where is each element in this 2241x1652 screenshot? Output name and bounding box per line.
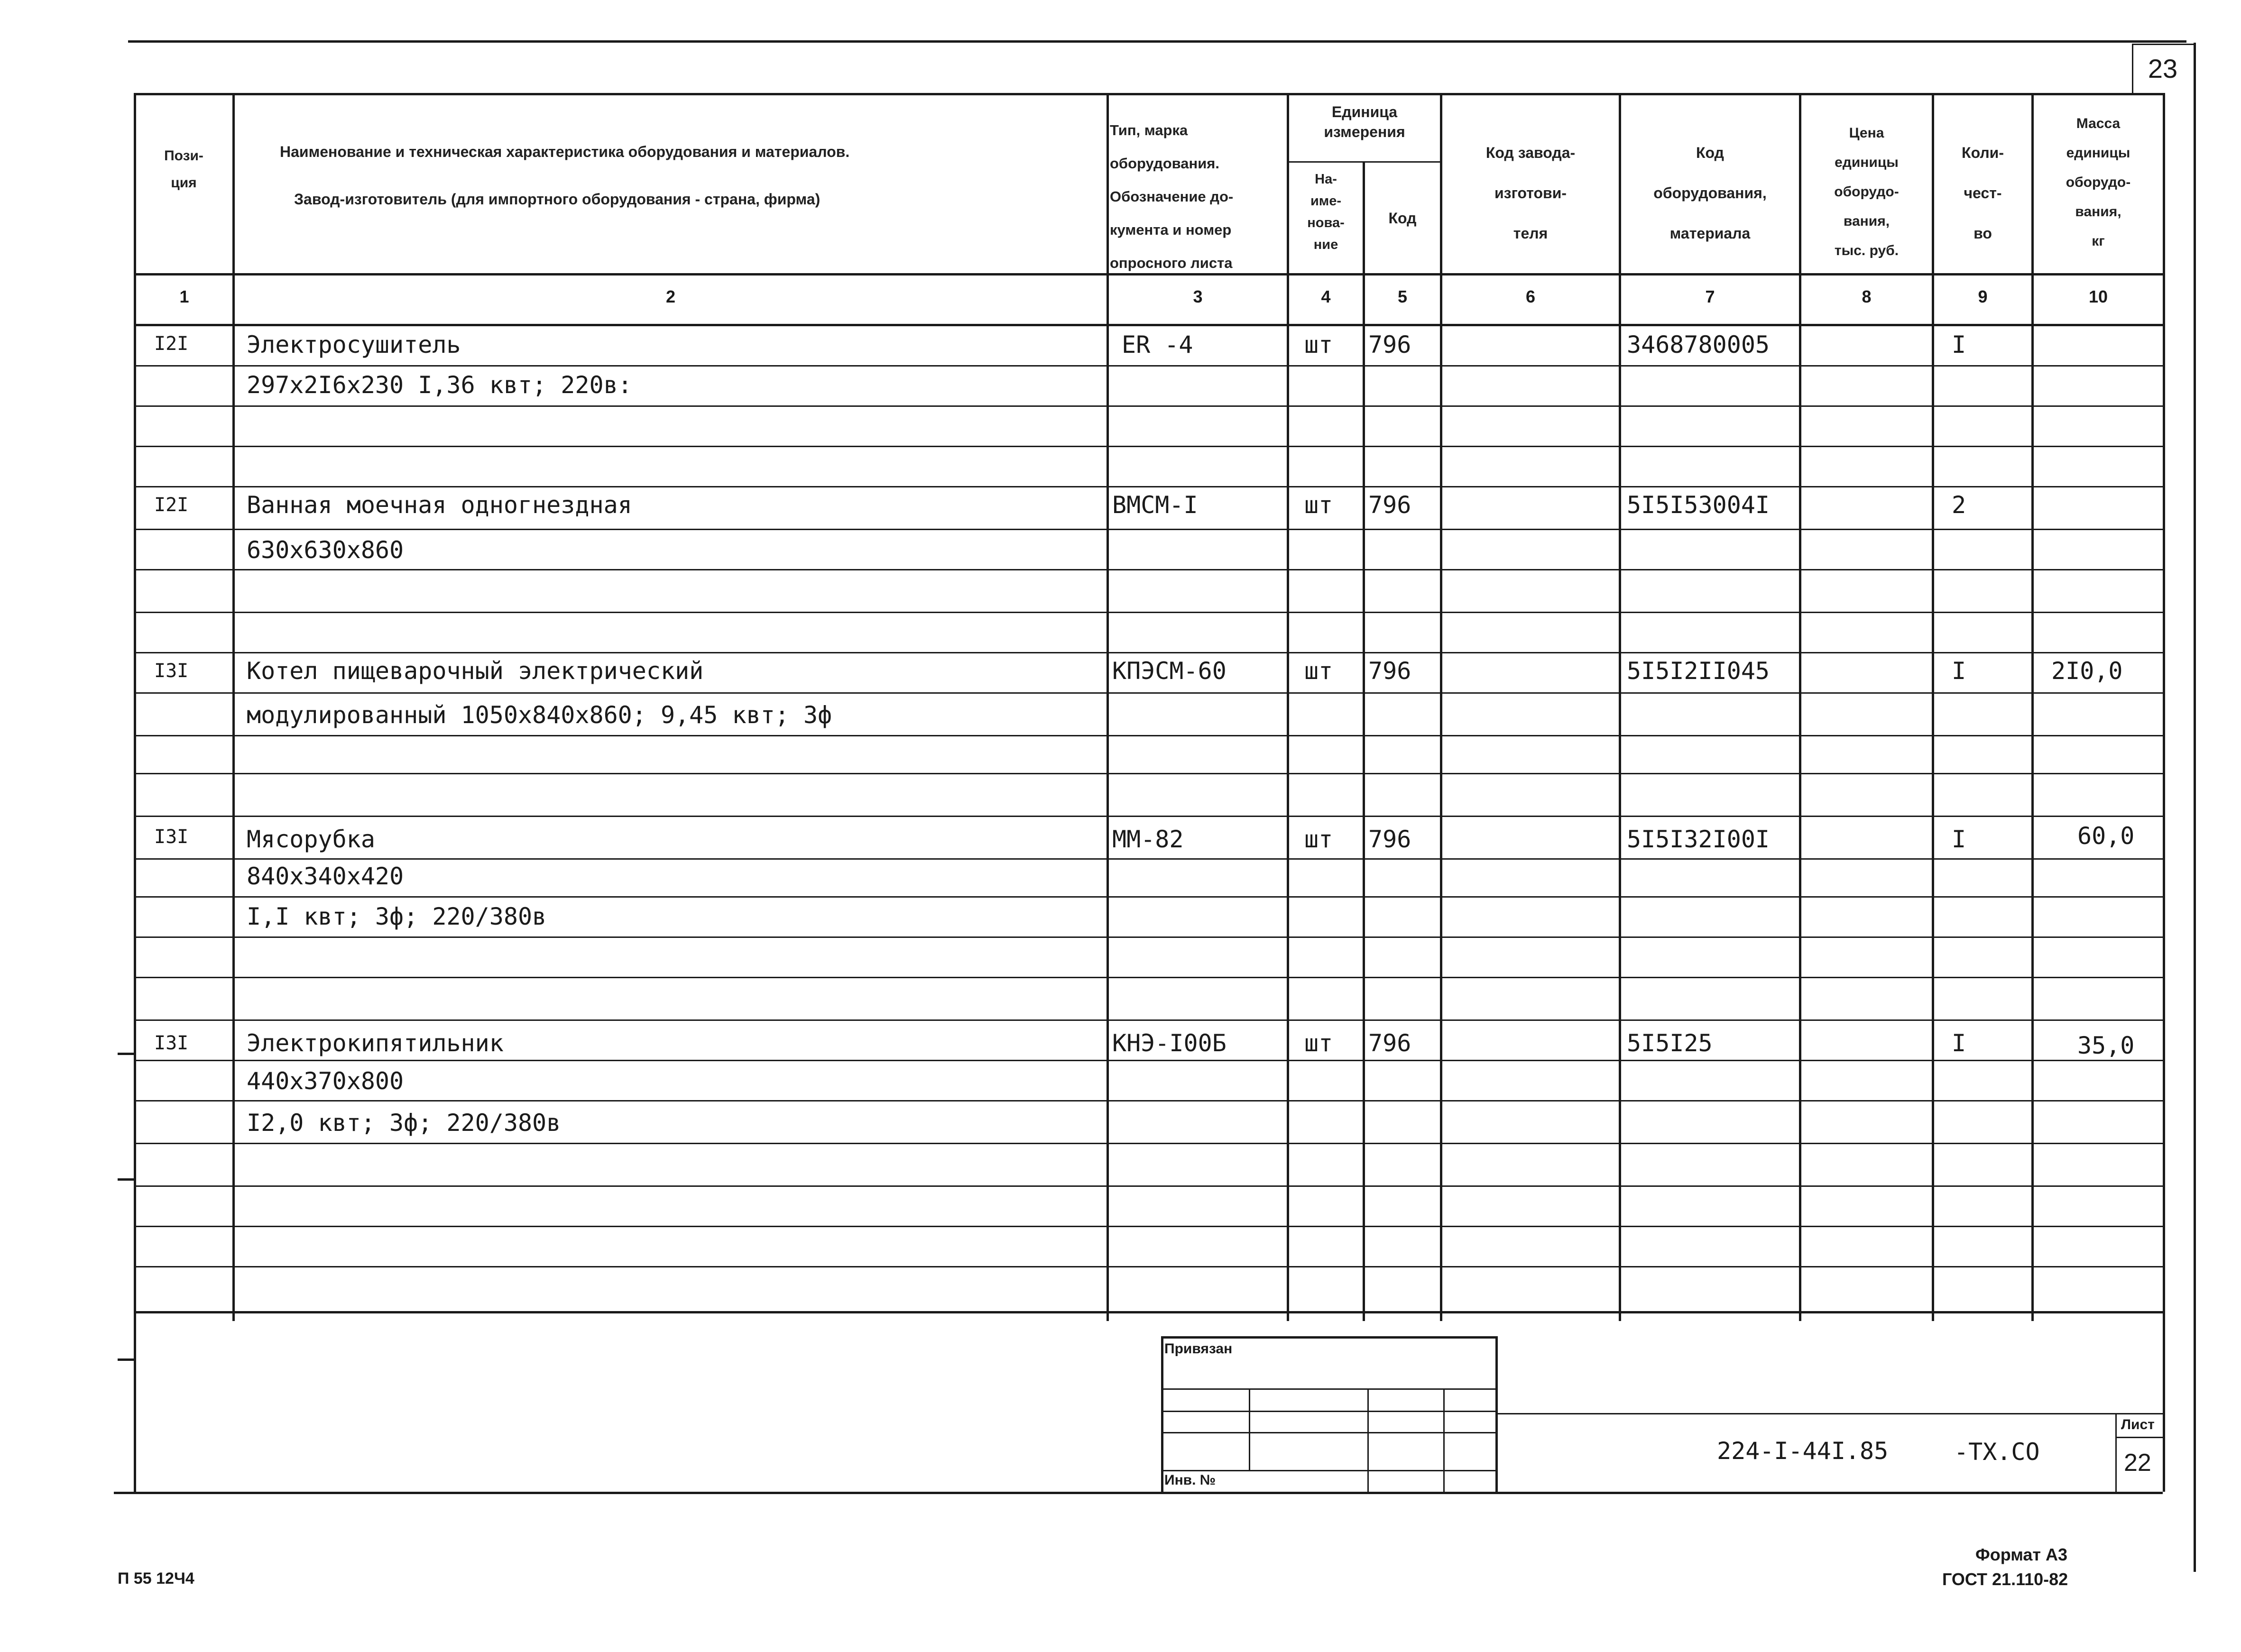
stamp-col [1367, 1388, 1369, 1492]
doc-code-line [1498, 1413, 2163, 1414]
item-spec: модулированный 1050x840x860; 9,45 квт; 3ф [247, 701, 832, 729]
unit-group-split [1287, 161, 1440, 163]
item-spec: I,I квт; 3ф; 220/380в [247, 903, 547, 930]
stamp-inv-no: Инв. № [1164, 1472, 1216, 1488]
item-unit: шт [1304, 657, 1333, 685]
item-equipment-code: 3468780005 [1627, 331, 1770, 358]
item-position: I3I [154, 826, 189, 848]
footer-format: Формат А3 [1975, 1545, 2068, 1564]
row-line [134, 486, 2163, 487]
row-line [134, 1266, 2163, 1267]
col-number: 8 [1862, 287, 1872, 306]
row-line [134, 365, 2163, 367]
item-unit-code: 796 [1368, 657, 1411, 685]
stamp-top [1161, 1336, 1498, 1339]
col-number: 5 [1397, 287, 1408, 306]
bottom-border [114, 1492, 2163, 1494]
col-line-7 [1799, 93, 1801, 1321]
item-type: КНЭ-I00Б [1112, 1029, 1227, 1057]
item-equipment-code: 5I5I53004I [1627, 491, 1770, 519]
col-number: 3 [1193, 287, 1203, 306]
table-top-line [134, 93, 2163, 95]
item-quantity: I [1952, 657, 1966, 685]
item-position: I2I [154, 494, 189, 516]
item-unit: шт [1304, 491, 1333, 519]
header-price: Цена единицы оборудо- вания, тыс. руб. [1834, 125, 1899, 258]
document-code: 224-I-44I.85 [1717, 1437, 1889, 1465]
col-line-5 [1440, 93, 1442, 1321]
item-equipment-code: 5I5I2II045 [1627, 657, 1770, 685]
row-line [134, 816, 2163, 817]
margin-tick [118, 1053, 134, 1055]
col-number: 7 [1705, 287, 1715, 306]
col-number: 6 [1525, 287, 1536, 306]
item-unit-code: 796 [1368, 331, 1411, 358]
item-quantity: I [1952, 1029, 1966, 1057]
header-name-line1: Наименование и техническая характеристика оборудования и материалов. [280, 143, 850, 160]
item-unit: шт [1304, 826, 1333, 853]
header-name-line2: Завод-изготовитель (для импортного оборудования - страна, фирма) [294, 191, 821, 208]
header-equipment-code: Код оборудования, материала [1653, 144, 1767, 242]
header-unit-code: Код [1388, 210, 1417, 227]
stamp-left [1161, 1336, 1163, 1492]
item-spec: 297x2I6x230 I,36 квт; 220в: [247, 371, 632, 399]
col-line-4 [1363, 161, 1365, 1321]
header-mass: Масса единицы оборудо- вания, кг [2066, 116, 2131, 249]
item-quantity: 2 [1952, 491, 1966, 519]
stamp-row [1161, 1470, 1498, 1471]
item-unit: шт [1304, 1029, 1333, 1057]
col-line-8 [1932, 93, 1934, 1321]
sheet-corner-number: 23 [2148, 54, 2178, 83]
stamp-row [1161, 1388, 1498, 1390]
row-line [134, 1019, 2163, 1021]
row-line [134, 652, 2163, 653]
item-type: ER -4 [1122, 331, 1193, 358]
item-spec: 630x630x860 [247, 536, 404, 564]
item-type: ММ-82 [1112, 826, 1184, 853]
col-line-6 [1619, 93, 1621, 1321]
margin-tick [118, 1358, 134, 1361]
table-right-line [2163, 93, 2165, 1492]
stamp-privyazan: Привязан [1164, 1341, 1233, 1357]
list-label: Лист [2121, 1417, 2155, 1432]
col-number: 4 [1321, 287, 1331, 306]
item-unit: шт [1304, 331, 1333, 358]
margin-tick [118, 1178, 134, 1181]
item-spec: 440x370x800 [247, 1067, 404, 1095]
item-name: Котел пищеварочный электрический [247, 657, 704, 685]
item-equipment-code: 5I5I32I00I [1627, 826, 1770, 853]
stamp-col [1249, 1388, 1250, 1470]
item-position: I3I [154, 660, 189, 682]
row-line [134, 1226, 2163, 1227]
header-unit-name: На- име- нова- ние [1307, 172, 1345, 252]
corner-box-left [2132, 44, 2133, 93]
row-line [134, 405, 2163, 407]
row-line [134, 936, 2163, 938]
stamp-row [1161, 1411, 1498, 1412]
row-line [134, 977, 2163, 978]
item-position: I2I [154, 333, 189, 355]
item-quantity: I [1952, 826, 1966, 853]
row-line [134, 1060, 2163, 1061]
item-name: Электросушитель [247, 331, 461, 358]
col-line-3 [1287, 93, 1289, 1321]
item-mass: 2I0,0 [2051, 657, 2123, 685]
item-unit-code: 796 [1368, 491, 1411, 519]
col-number: 10 [2088, 287, 2108, 306]
header-factory-code: Код завода- изготови- теля [1485, 144, 1576, 242]
row-line [134, 896, 2163, 898]
header-position: Пози- ция [164, 148, 203, 191]
stamp-col [1443, 1388, 1445, 1492]
corner-box-top [2132, 44, 2194, 45]
document-suffix: -ТХ.СО [1954, 1438, 2040, 1466]
col-line-9 [2031, 93, 2034, 1321]
item-position: I3I [154, 1032, 189, 1054]
row-line [134, 692, 2163, 694]
item-spec: I2,0 квт; 3ф; 220/380в [247, 1109, 561, 1137]
item-quantity: I [1952, 331, 1966, 358]
row-line [134, 1143, 2163, 1144]
footer-gost: ГОСТ 21.110-82 [1942, 1569, 2068, 1589]
row-line [134, 773, 2163, 774]
item-type: ВМСМ-I [1112, 491, 1198, 519]
stamp-row [1161, 1432, 1498, 1433]
item-mass: 35,0 [2077, 1032, 2135, 1059]
item-equipment-code: 5I5I25 [1627, 1029, 1713, 1057]
item-unit-code: 796 [1368, 1029, 1411, 1057]
row-line [134, 446, 2163, 447]
item-name: Электрокипятильник [247, 1029, 504, 1057]
item-mass: 60,0 [2077, 822, 2135, 850]
numbers-bottom-line [134, 324, 2163, 326]
item-type: КПЭСМ-60 [1112, 657, 1227, 685]
header-type: Тип, марка оборудования. Обозначение до- кумента и номер опросного листа [1110, 122, 1234, 271]
right-border [2194, 43, 2196, 1572]
table-bottom-line [134, 1311, 2163, 1313]
top-border [128, 40, 2186, 43]
row-line [134, 858, 2163, 860]
list-number: 22 [2124, 1449, 2151, 1477]
row-line [134, 1100, 2163, 1101]
col-number: 1 [179, 287, 189, 306]
header-quantity: Коли- чест- во [1962, 144, 2004, 242]
item-spec: 840x340x420 [247, 863, 404, 890]
col-line-2 [1107, 93, 1109, 1321]
item-name: Мясорубка [247, 826, 375, 853]
col-number: 9 [1978, 287, 1988, 306]
row-line [134, 569, 2163, 570]
row-line [134, 529, 2163, 530]
row-line [134, 612, 2163, 613]
row-line [134, 1185, 2163, 1187]
list-box-split [2115, 1437, 2163, 1438]
list-box-left [2115, 1413, 2117, 1492]
col-line-1 [232, 93, 235, 1321]
footer-left-code: П 55 12Ч4 [118, 1569, 194, 1588]
row-line [134, 735, 2163, 736]
item-name: Ванная моечная одногнездная [247, 491, 632, 519]
col-number: 2 [665, 287, 676, 306]
item-unit-code: 796 [1368, 826, 1411, 853]
header-unit-group: Единица измерения [1324, 103, 1405, 140]
